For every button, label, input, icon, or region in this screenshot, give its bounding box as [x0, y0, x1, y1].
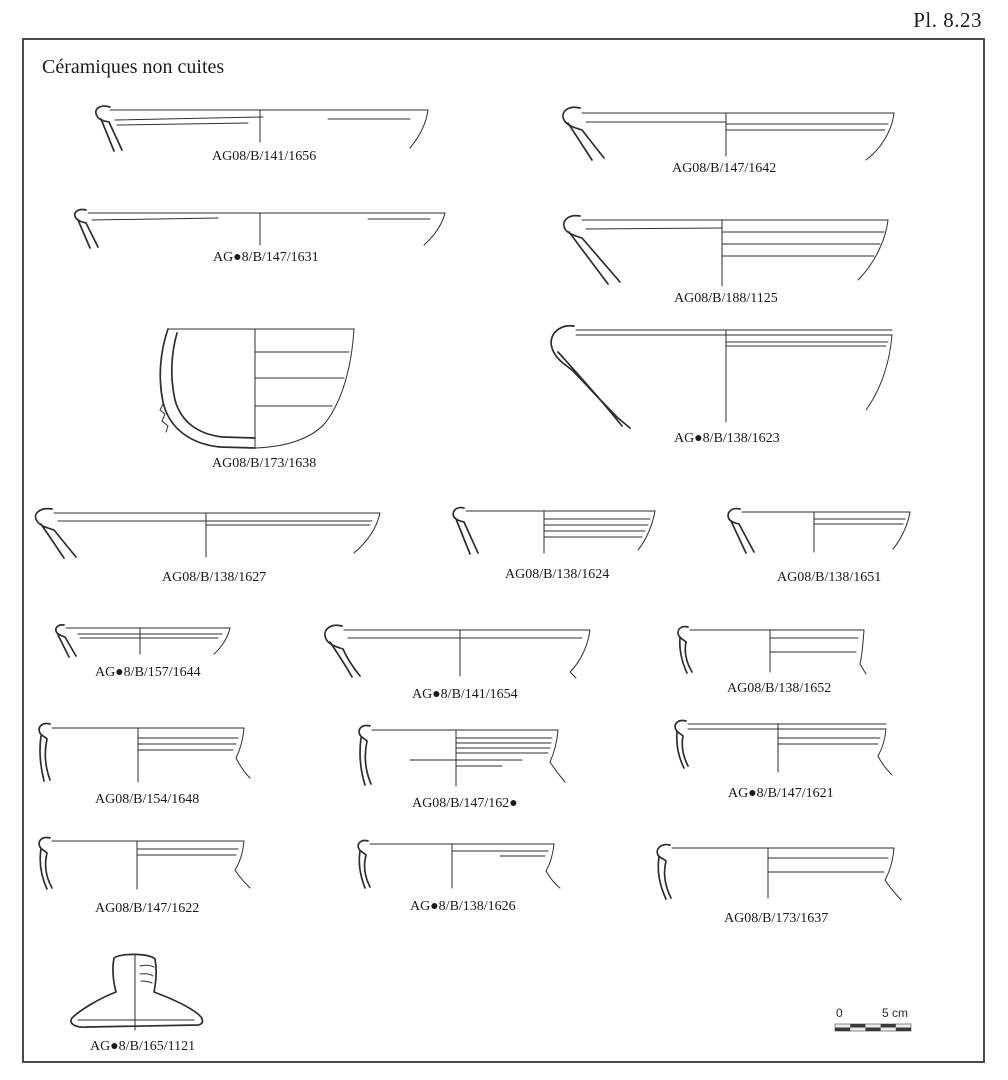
vessel-drawing	[722, 504, 918, 562]
vessel-drawing	[668, 716, 894, 784]
figure-label: AG08/B/138/1627	[162, 570, 267, 585]
plate-title: Céramiques non cuites	[42, 56, 225, 78]
pottery-figure	[648, 840, 904, 908]
figure-label: AG08/B/154/1648	[95, 792, 200, 807]
figure-label: AG08/B/173/1637	[724, 911, 829, 926]
figure-label: AG08/B/147/1622	[95, 901, 200, 916]
figure-label: AG●8/B/147/1621	[728, 786, 834, 801]
scale-end-label: 5 cm	[882, 1006, 909, 1020]
vessel-drawing	[32, 718, 252, 790]
plate-number: Pl. 8.23	[913, 8, 982, 32]
pottery-figure	[88, 98, 436, 156]
vessel-drawing	[318, 620, 598, 684]
figure-label: AG08/B/147/162●	[412, 796, 518, 811]
pottery-figure	[148, 320, 363, 454]
scale-bar-graphic	[834, 1022, 918, 1034]
vessel-drawing	[552, 210, 897, 292]
vessel-drawing	[352, 720, 567, 794]
figure-label: AG08/B/141/1656	[212, 149, 317, 164]
figure-label: AG08/B/188/1125	[674, 291, 778, 306]
vessel-drawing	[88, 98, 436, 156]
vessel-drawing	[68, 203, 453, 253]
figure-label: AG08/B/138/1652	[727, 681, 832, 696]
vessel-drawing	[58, 950, 214, 1036]
pottery-figure	[352, 720, 567, 794]
pottery-figure	[318, 620, 598, 684]
pottery-figure	[540, 320, 902, 434]
figure-label: AG●8/B/138/1623	[674, 431, 780, 446]
figure-label: AG●8/B/138/1626	[410, 899, 516, 914]
figure-label: AG●8/B/165/1121	[90, 1039, 196, 1054]
figure-label: AG08/B/138/1624	[505, 567, 610, 582]
figure-label: AG08/B/138/1651	[777, 570, 882, 585]
pottery-figure	[448, 503, 663, 563]
pottery-figure	[52, 620, 238, 664]
pottery-figure	[352, 836, 562, 896]
figure-label: AG08/B/173/1638	[212, 456, 317, 471]
pottery-figure	[552, 100, 900, 166]
figure-label: AG●8/B/141/1654	[412, 687, 518, 702]
vessel-drawing	[540, 320, 902, 434]
vessel-drawing	[552, 100, 900, 166]
vessel-drawing	[28, 503, 388, 565]
figure-label: AG08/B/147/1642	[672, 161, 777, 176]
pottery-figure	[552, 210, 897, 292]
scale-zero-label: 0	[836, 1006, 843, 1020]
pottery-figure	[58, 950, 214, 1036]
pottery-figure	[68, 203, 453, 253]
figure-label: AG●8/B/157/1644	[95, 665, 201, 680]
pottery-figure	[668, 716, 894, 784]
vessel-drawing	[52, 620, 238, 664]
pottery-figure	[32, 718, 252, 790]
vessel-drawing	[148, 320, 363, 454]
figure-label: AG●8/B/147/1631	[213, 250, 319, 265]
vessel-drawing	[672, 622, 872, 682]
vessel-drawing	[32, 833, 252, 897]
vessel-drawing	[448, 503, 663, 563]
pottery-figure	[32, 833, 252, 897]
pottery-figure	[722, 504, 918, 562]
pottery-figure	[672, 622, 872, 682]
vessel-drawing	[648, 840, 904, 908]
pottery-figure	[28, 503, 388, 565]
vessel-drawing	[352, 836, 562, 896]
